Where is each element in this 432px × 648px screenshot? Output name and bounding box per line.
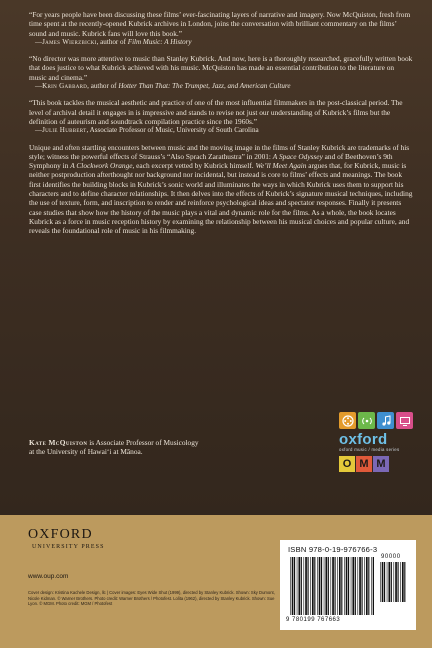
series-letter-m: M [356,456,372,472]
barcode-bar [321,557,322,615]
quote-attribution: —James Wierzbicki, author of Film Music: A History [35,37,192,46]
endorser-role: , Associate Professor of Music, University of South Carolina [86,126,259,135]
barcode-bar [362,557,363,615]
isbn-barcode [280,540,416,630]
barcode-bar [344,557,345,615]
barcode-bar [331,557,332,615]
quote-text: “No director was more attentive to music than Stanley Kubrick. And now, here is a thoroughly researched, gracefully written book that does justice to what Kubrick achieved with his music. McQuiston has made an essential contribution to the literature on music and cinema.” [29,54,413,82]
barcode-bar [404,562,405,602]
barcode-bar [359,557,361,615]
barcode-bar [366,557,368,615]
oup-logo-press: UNIVERSITY PRESS [32,544,105,550]
music-note-icon [377,412,394,429]
description-paragraph: Unique and often startling encounters between music and the moving image in the films of Stanley Kubrick are trademarks of his style; witness the powerful effects of Strauss’s “Also Sprach Zarathustra” in 2001: A Space Odyssey and of Beethoven’s 9th Symphony in A Clockwork Orange, each excerpt vetted by Kubrick himself. We’ll Meet Again argues that, for Kubrick, music is neither postproduction afterthought nor background nor incidental, but instead is core to films’ effects and meanings. The book first identifies the building blocks in Kubrick’s sonic world and illuminates the ways in which Kubrick uses them to support his characters and to define character relationships. It then delves into the effects of Kubrick’s signature musical techniques, including the use of texture, form, and inscription to render and reinforce psychological ideas and spectator responses. Finally it presents case studies that show how the history of the music plays a vital and dynamic role for the films. As a whole, the book locates Kubrick as a force in music reception history by examining the relationship between his musical choices and popular culture, and reveals the foundational role of music in his filmmaking. [29,142,413,236]
barcode-bar [358,557,359,615]
quote-text: “For years people have been discussing these films’ ever-fascinating layers of narrative and imagery. Now McQuiston, fresh from time spent at the recently-opened Kubrick archives in London, joins the conversation with brilliant commentary on the films’ sound and music. Kubrick fans will love this book.” [29,10,411,38]
barcode-bar [395,562,397,602]
barcode-bar [304,557,305,615]
barcode-bar [371,557,372,615]
series-icon-row [339,412,417,429]
barcode-bar [290,557,291,615]
barcode-bar [335,557,336,615]
barcode-bar [348,557,349,615]
author-name: Kate McQuiston [29,438,88,447]
broadcast-icon [358,412,375,429]
back-cover-text [29,10,413,236]
barcode-bar [292,557,294,615]
barcode-bar [310,557,311,615]
barcode-bar [380,562,381,602]
barcode-bars [290,557,374,615]
series-letter-o: O [339,456,355,472]
barcode-bar [317,557,318,615]
barcode-bar [387,562,388,602]
film-reel-icon [339,412,356,429]
barcode-bar [384,562,385,602]
quote-attribution: —Krin Gabbard, author of Hotter Than That: The Trumpet, Jazz, and American Culture [35,82,291,91]
endorsement-quote [29,98,413,135]
barcode-bar [339,557,341,615]
series-subtitle: oxford music / media series [339,447,400,452]
barcode-bar [364,557,365,615]
barcode-bar [400,562,401,602]
barcode-bar [391,562,392,602]
barcode-bar [368,557,369,615]
barcode-bar [294,557,295,615]
oup-logo-oxford: OXFORD [28,527,93,542]
barcode-bar [355,557,356,615]
series-letter-row [339,456,417,472]
author-bio [29,438,279,457]
author-affiliation: at the University of Hawai‘i at Mānoa. [29,447,143,457]
publisher-url: www.oup.com [28,573,69,580]
endorser-work: Film Music: A History [127,37,192,46]
barcode-bar [341,557,342,615]
endorser-work: Hotter Than That: The Trumpet, Jazz, and American Culture [118,82,291,91]
barcode-bar [337,557,338,615]
book-description [29,143,413,236]
barcode-bar [325,557,327,615]
barcode-digits: 9 780199 767663 [286,617,341,623]
barcode-bar [402,562,404,602]
endorsement-quote [29,54,413,91]
barcode-bar [394,562,395,602]
barcode-bar [352,557,354,615]
quote-attribution: —Julie Hubbert, Associate Professor of Music, University of South Carolina [35,126,259,135]
oxford-music-media-series-logo [339,412,417,494]
barcode-bar [305,557,307,615]
endorser-name: Krin Gabbard [42,82,88,91]
author-title: is Associate Professor of Musicology [87,438,199,447]
barcode-bar [398,562,399,602]
quote-text: “This book tackles the musical aesthetic and practice of one of the most influential filmmakers in the post-classical period. The level of archival detail it engages in is impressive and stands to revise not just our understanding of Kubrick’s films but the definition of auteurism and soundtrack compilation practice since the 1960s.” [29,98,403,126]
endorser-name: Julie Hubbert [42,126,87,135]
isbn-number: ISBN 978-0-19-976766-3 [288,545,378,554]
barcode-bar [324,557,325,615]
barcode-bar [388,562,390,602]
endorsement-quote [29,10,413,47]
barcode-bar [328,557,329,615]
barcode-bar [332,557,334,615]
barcode-bar [346,557,348,615]
barcode-bar [319,557,321,615]
barcode-bar [382,562,384,602]
barcode-bar [351,557,352,615]
barcode-bar [297,557,298,615]
barcode-addon-digits: 90000 [381,554,401,560]
barcode-addon-bars [380,562,408,602]
barcode-bar [301,557,302,615]
barcode-bar [312,557,314,615]
barcode-bar [314,557,315,615]
oup-logo [28,528,105,550]
series-letter-m: M [373,456,389,472]
barcode-bar [308,557,309,615]
barcode-bar [298,557,300,615]
endorser-name: James Wierzbicki [42,37,97,46]
barcode-bar [373,557,374,615]
screen-icon [396,412,413,429]
cover-credits: Cover design: Kristina Kachele Design, llc | Cover images: Eyes Wide Shut (1999), directed by Stanley Kubrick. Shown: Sky Dumont, Nicole Kidman. © Warner Brothers. Photo credit: Warner Brothers / Photofest. Lolita (1962), directed by Stanley Kubrick. Shown: Sue Lyon. © MGM. Photo credit: MGM / Photofest [28,590,275,607]
endorser-role: , author of [87,82,119,91]
series-wordmark: oxford [339,431,388,448]
endorser-role: , author of [96,37,128,46]
